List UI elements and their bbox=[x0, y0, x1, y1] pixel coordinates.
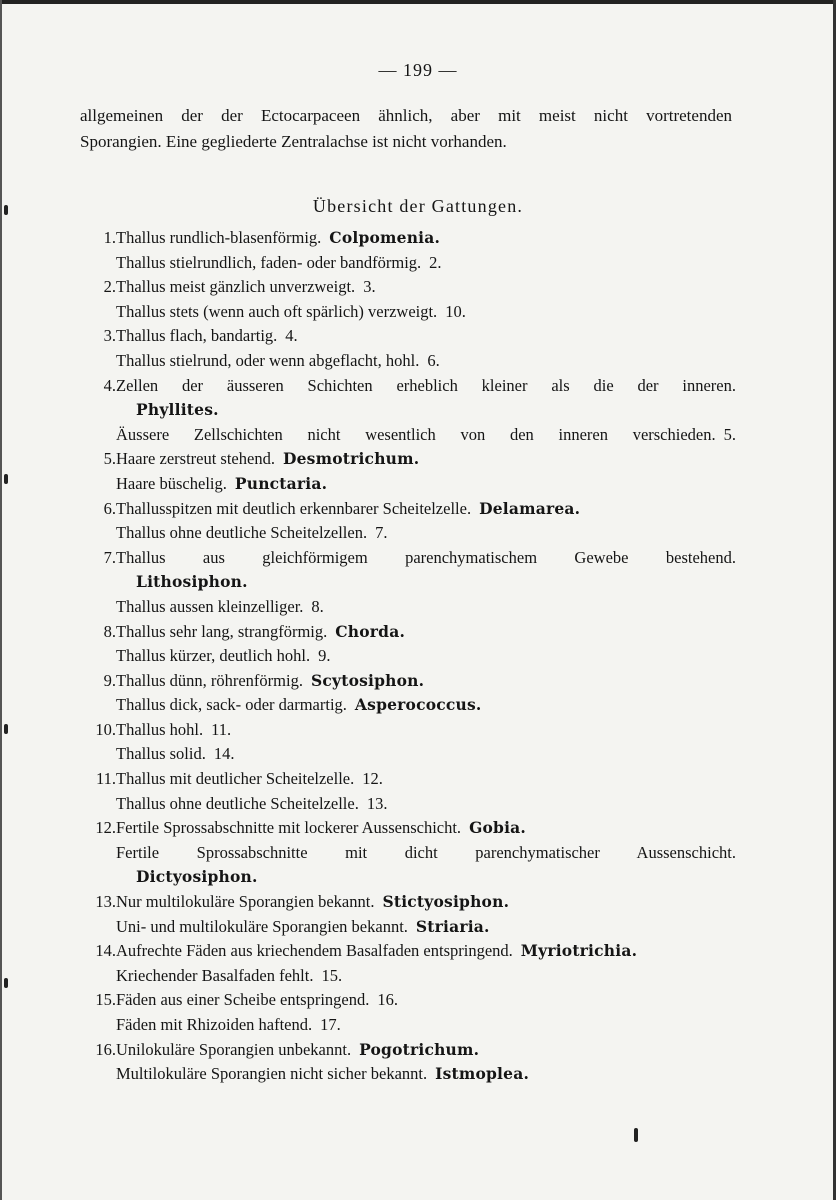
key-description: Thallus sehr lang, strangförmig. bbox=[116, 621, 328, 641]
key-row bbox=[80, 939, 740, 964]
key-row-text bbox=[116, 300, 466, 325]
key-row-text bbox=[116, 546, 736, 571]
key-row bbox=[80, 324, 740, 349]
key-row-text bbox=[116, 988, 398, 1013]
key-row-text bbox=[116, 521, 387, 546]
key-row-text bbox=[116, 472, 327, 497]
genus-name: Lithosiphon. bbox=[136, 572, 248, 592]
key-reference: 17. bbox=[320, 1015, 341, 1034]
key-description: Thallus stielrundlich, faden- oder bandförmig. bbox=[116, 252, 422, 272]
key-description: Aufrechte Fäden aus kriechendem Basalfaden entspringend. bbox=[116, 941, 513, 961]
key-description: Thallus meist gänzlich unverzweigt. bbox=[116, 277, 356, 297]
key-row bbox=[80, 890, 740, 915]
key-row bbox=[80, 1013, 740, 1038]
key-row-text bbox=[116, 1013, 341, 1038]
key-description: Thallus ohne deutliche Scheitelzellen. bbox=[116, 523, 368, 543]
key-row bbox=[80, 300, 740, 325]
key-row-text bbox=[116, 644, 330, 669]
key-reference: 9. bbox=[318, 646, 331, 666]
key-reference: 7. bbox=[375, 523, 388, 543]
key-row-number: 5. bbox=[103, 449, 116, 469]
key-description: Kriechender Basalfaden fehlt. bbox=[116, 965, 314, 985]
key-row-text bbox=[116, 595, 324, 620]
key-row bbox=[80, 669, 740, 694]
key-row-text bbox=[116, 915, 490, 940]
genus-name: Asperococcus. bbox=[354, 695, 482, 715]
genus-name: Istmoplea. bbox=[435, 1064, 530, 1084]
key-description: Haare zerstreut stehend. bbox=[116, 449, 275, 469]
key-row bbox=[80, 497, 740, 522]
key-description: Thallus stets (wenn auch oft spärlich) verzweigt. bbox=[116, 301, 438, 321]
key-description: Unilokuläre Sporangien unbekannt. bbox=[116, 1039, 352, 1059]
key-description: Äussere Zellschichten nicht wesentlich von den inneren verschieden. bbox=[116, 424, 716, 444]
key-description: Thallus flach, bandartig. bbox=[116, 326, 278, 346]
scan-edge-left bbox=[0, 0, 2, 1200]
key-reference: 2. bbox=[429, 252, 442, 272]
key-row bbox=[80, 865, 740, 890]
key-row bbox=[80, 447, 740, 472]
key-description: Thallus ohne deutliche Scheitelzelle. bbox=[116, 793, 359, 813]
genus-name: Punctaria. bbox=[234, 473, 328, 493]
key-reference: 16. bbox=[377, 990, 399, 1010]
key-reference: 4. bbox=[285, 326, 298, 346]
genus-name: Myriotrichia. bbox=[520, 941, 638, 961]
key-row-number: 16. bbox=[95, 1039, 116, 1059]
key-row-text bbox=[116, 447, 419, 472]
key-row-number: 11. bbox=[95, 769, 116, 789]
key-row-text bbox=[116, 374, 736, 399]
key-row bbox=[80, 964, 740, 989]
page-number: — 199 — bbox=[378, 60, 458, 80]
key-description: Fäden aus einer Scheibe entspringend. bbox=[116, 990, 370, 1010]
genus-name: Chorda. bbox=[335, 621, 406, 641]
key-row-text bbox=[116, 497, 580, 522]
key-row bbox=[80, 595, 740, 620]
genus-name: Delamarea. bbox=[479, 498, 581, 518]
key-row-text bbox=[116, 1062, 529, 1087]
ink-speck bbox=[634, 1128, 638, 1142]
genus-name: Colpomenia. bbox=[329, 228, 441, 247]
key-description: Multilokuläre Sporangien nicht sicher bekannt. bbox=[116, 1064, 428, 1084]
key-row-text bbox=[116, 890, 509, 915]
key-row bbox=[80, 374, 740, 399]
key-description: Thallus rundlich-blasenförmig. bbox=[116, 228, 322, 247]
section-heading: Übersicht der Gattungen. bbox=[312, 196, 524, 216]
key-row bbox=[80, 915, 740, 940]
key-row-text bbox=[116, 226, 440, 251]
key-row-number: 12. bbox=[95, 818, 116, 838]
key-reference: 5. bbox=[723, 424, 736, 444]
key-description: Fäden mit Rhizoiden haftend. bbox=[116, 1015, 313, 1034]
key-row-text bbox=[116, 939, 637, 964]
key-row-text bbox=[116, 324, 298, 349]
margin-mark bbox=[4, 724, 8, 734]
key-row-number: 1. bbox=[103, 228, 116, 247]
key-row bbox=[80, 693, 740, 718]
key-row-text bbox=[116, 792, 387, 817]
key-row-text bbox=[116, 693, 482, 718]
key-row-number: 2. bbox=[103, 277, 116, 297]
key-row-number: 8. bbox=[103, 621, 116, 641]
key-row-number: 14. bbox=[95, 941, 116, 961]
key-description: Thallus stielrund, oder wenn abgeflacht, hohl. bbox=[116, 350, 420, 370]
key-row-text bbox=[116, 718, 231, 743]
key-row bbox=[80, 472, 740, 497]
key-row bbox=[80, 1038, 740, 1063]
key-row-number: 15. bbox=[95, 990, 116, 1010]
key-reference: 13. bbox=[366, 793, 388, 813]
key-row-text bbox=[116, 275, 376, 300]
key-row bbox=[80, 988, 740, 1013]
key-description: Thallus dünn, röhrenförmig. bbox=[116, 670, 303, 690]
key-reference: 15. bbox=[321, 965, 343, 985]
key-row-text bbox=[116, 423, 736, 448]
key-description: Thallus dick, sack- oder darmartig. bbox=[116, 695, 347, 715]
key-description: Thallus hohl. bbox=[116, 719, 204, 739]
key-description: Fertile Sprossabschnitte mit dicht parenchymatischer Aussenschicht. bbox=[116, 842, 736, 862]
key-row-text bbox=[116, 349, 440, 374]
key-row bbox=[80, 226, 740, 251]
key-row-number: 4. bbox=[103, 375, 116, 395]
intro-line-2: Sporangien. Eine gegliederte Zentralachse ist nicht vorhanden. bbox=[80, 132, 507, 151]
genus-name: Gobia. bbox=[469, 818, 527, 838]
intro-line-1: allgemeinen der der Ectocarpaceen ähnlich, aber mit meist nicht vortretenden bbox=[80, 106, 732, 125]
key-row-text bbox=[116, 767, 383, 792]
genus-name: Phyllites. bbox=[136, 400, 219, 420]
key-row-text bbox=[116, 1038, 479, 1063]
genus-name: Pogotrichum. bbox=[359, 1039, 480, 1059]
key-row-text bbox=[116, 816, 526, 841]
key-row bbox=[80, 1062, 740, 1087]
key-row bbox=[80, 620, 740, 645]
key-row bbox=[80, 841, 740, 866]
key-row bbox=[80, 767, 740, 792]
genus-name: Stictyosiphon. bbox=[382, 892, 510, 912]
key-description: Thallus aus gleichförmigem parenchymatischem Gewebe bestehend. bbox=[116, 547, 736, 567]
key-description: Thallusspitzen mit deutlich erkennbarer Scheitelzelle. bbox=[116, 498, 472, 518]
genus-name: Desmotrichum. bbox=[282, 449, 420, 469]
key-row-number: 7. bbox=[103, 547, 116, 567]
key-row-text bbox=[116, 742, 234, 767]
key-row bbox=[80, 423, 740, 448]
key-row bbox=[80, 546, 740, 571]
key-row-number: 10. bbox=[95, 719, 116, 739]
key-row bbox=[80, 275, 740, 300]
key-row bbox=[80, 644, 740, 669]
key-description: Fertile Sprossabschnitte mit lockerer Aussenschicht. bbox=[116, 818, 462, 838]
key-row bbox=[80, 349, 740, 374]
key-row bbox=[80, 816, 740, 841]
genus-key bbox=[80, 226, 740, 1087]
key-row-number: 3. bbox=[103, 326, 116, 346]
key-row bbox=[80, 570, 740, 595]
key-row-text bbox=[116, 841, 736, 866]
key-reference: 8. bbox=[311, 596, 324, 616]
key-row bbox=[80, 398, 740, 423]
key-row-text bbox=[116, 669, 424, 694]
key-row bbox=[80, 792, 740, 817]
key-row-text bbox=[116, 964, 342, 989]
key-row bbox=[80, 521, 740, 546]
margin-mark bbox=[4, 474, 8, 484]
key-description: Zellen der äusseren Schichten erheblich kleiner als die der inneren. bbox=[116, 375, 736, 395]
key-description: Thallus kürzer, deutlich hohl. bbox=[116, 646, 311, 666]
key-reference: 6. bbox=[427, 350, 440, 370]
key-row bbox=[80, 718, 740, 743]
scan-edge-top bbox=[0, 0, 836, 4]
key-reference: 14. bbox=[213, 744, 235, 764]
key-row-text bbox=[116, 620, 405, 645]
key-reference: 3. bbox=[363, 277, 376, 297]
key-row-number: 13. bbox=[95, 892, 116, 912]
key-description: Nur multilokuläre Sporangien bekannt. bbox=[116, 892, 375, 912]
key-reference: 12. bbox=[362, 769, 383, 789]
key-description: Thallus mit deutlicher Scheitelzelle. bbox=[116, 769, 355, 789]
key-row-text bbox=[116, 251, 442, 276]
intro-paragraph bbox=[80, 103, 732, 155]
key-description: Thallus aussen kleinzelliger. bbox=[116, 596, 304, 616]
genus-name: Dictyosiphon. bbox=[136, 867, 258, 887]
key-reference: 10. bbox=[445, 301, 466, 321]
key-row-number: 9. bbox=[103, 670, 116, 690]
key-row-number: 6. bbox=[103, 498, 116, 518]
genus-name: Scytosiphon. bbox=[310, 670, 425, 690]
key-row bbox=[80, 251, 740, 276]
margin-mark bbox=[4, 978, 8, 988]
key-description: Haare büschelig. bbox=[116, 473, 227, 493]
key-row bbox=[80, 742, 740, 767]
genus-name: Striaria. bbox=[415, 916, 490, 936]
key-description: Uni- und multilokuläre Sporangien bekannt. bbox=[116, 916, 408, 936]
key-reference: 11. bbox=[211, 719, 232, 739]
key-description: Thallus solid. bbox=[116, 744, 206, 764]
